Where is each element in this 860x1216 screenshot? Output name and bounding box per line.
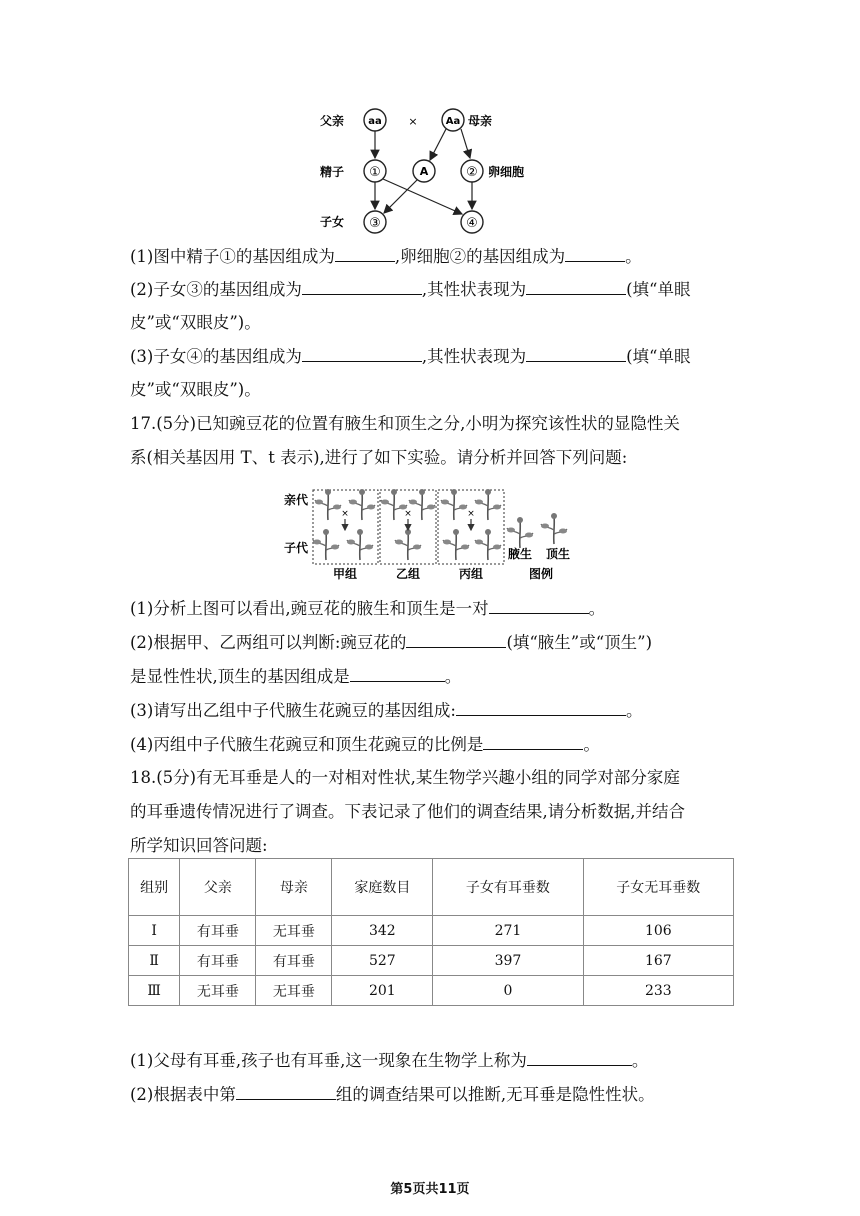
genetic-cross-diagram — [320, 100, 525, 240]
plant-icon — [315, 489, 341, 520]
q17-line-1: (1)分析上图可以看出,豌豆花的腋生和顶生是一对 。 — [130, 596, 605, 621]
table-header-row — [129, 859, 734, 916]
q18-intro-1: 18.(5分)有无耳垂是人的一对相对性状,某生物学兴趣小组的同学对部分家庭 — [130, 768, 680, 787]
answer-blank[interactable] — [406, 630, 506, 648]
answer-blank[interactable] — [526, 277, 626, 295]
parent-label: 亲代 — [284, 493, 309, 507]
q16-line-3: (3)子女④的基因组成为 ,其性状表现为 (填“单眼 — [130, 344, 691, 369]
legend-terminal-label: 顶生 — [546, 547, 571, 561]
table-header-cell: 家庭数目 — [332, 859, 433, 916]
egg-2: ② — [466, 165, 478, 180]
answer-blank[interactable] — [526, 344, 626, 362]
child-label: 子女 — [320, 215, 345, 229]
child-4: ④ — [466, 216, 478, 231]
q17-line-4: (4)丙组中子代腋生花豌豆和顶生花豌豆的比例是 。 — [130, 732, 600, 757]
answer-blank[interactable] — [527, 1048, 632, 1066]
q16-line-2: (2)子女③的基因组成为 ,其性状表现为 (填“单眼 — [130, 277, 691, 302]
table-cell: 397 — [433, 946, 583, 976]
plant-icon — [475, 489, 501, 520]
group-yi-label: 乙组 — [395, 567, 421, 581]
q18-intro-3: 所学知识回答问题: — [130, 836, 268, 855]
q16-line-2b: 皮”或“双眼皮”)。 — [130, 313, 261, 332]
plant-icon — [349, 489, 375, 520]
table-cell: 无耳垂 — [256, 976, 332, 1006]
cross-symbol: × — [467, 509, 475, 519]
table-cell: Ⅱ — [129, 946, 180, 976]
legend-title: 图例 — [528, 567, 554, 581]
answer-blank[interactable] — [302, 344, 422, 362]
group-bing-label: 丙组 — [458, 567, 484, 581]
gamete-a: A — [419, 165, 429, 178]
q17-line-2: (2)根据甲、乙两组可以判断:豌豆花的 (填“腋生”或“顶生”) — [130, 630, 652, 655]
table-cell: 有耳垂 — [256, 946, 332, 976]
plant-icon — [475, 529, 501, 560]
legend-axillary-label: 腋生 — [508, 547, 533, 561]
table-cell: Ⅰ — [129, 916, 180, 946]
q17-intro-1: 17.(5分)已知豌豆花的位置有腋生和顶生之分,小明为探究该性状的显隐性关 — [130, 414, 680, 433]
legend-axillary-icon — [507, 517, 533, 548]
plant-icon — [381, 489, 407, 520]
answer-blank[interactable] — [335, 244, 395, 262]
table-cell: 无耳垂 — [180, 976, 256, 1006]
table-header-cell: 子女有耳垂数 — [433, 859, 583, 916]
plant-icon — [347, 529, 373, 560]
table-cell: 有耳垂 — [180, 916, 256, 946]
q16-line-3b: 皮”或“双眼皮”)。 — [130, 380, 261, 399]
q17-line-2b: 是显性性状,顶生的基因组成是 。 — [130, 664, 461, 689]
table-header-cell: 父亲 — [180, 859, 256, 916]
group-jia-label: 甲组 — [332, 567, 358, 581]
child-3: ③ — [369, 216, 381, 231]
offspring-label: 子代 — [284, 541, 309, 555]
mother-genotype: Aa — [445, 116, 461, 127]
father-label: 父亲 — [320, 114, 345, 128]
answer-blank[interactable] — [350, 664, 445, 682]
plant-icon — [313, 529, 339, 560]
table-cell: Ⅲ — [129, 976, 180, 1006]
table-cell: 527 — [332, 946, 433, 976]
plant-icon — [443, 529, 469, 560]
table-cell: 无耳垂 — [256, 916, 332, 946]
answer-blank[interactable] — [489, 596, 589, 614]
answer-blank[interactable] — [565, 244, 625, 262]
table-cell: 0 — [433, 976, 583, 1006]
plant-icon — [409, 489, 435, 520]
page-footer: 第5页共11页 — [390, 1182, 470, 1197]
table-cell: 167 — [583, 946, 733, 976]
table-cell: 106 — [583, 916, 733, 946]
table-cell: 233 — [583, 976, 733, 1006]
table-cell: 271 — [433, 916, 583, 946]
cross-symbol: × — [341, 509, 349, 519]
answer-blank[interactable] — [483, 732, 583, 750]
table-row — [129, 946, 734, 976]
table-row — [129, 916, 734, 946]
answer-blank[interactable] — [236, 1082, 336, 1100]
cross-symbol: × — [404, 509, 412, 519]
earlobe-survey-table — [128, 858, 734, 1006]
plant-icon — [441, 489, 467, 520]
egg-label: 卵细胞 — [488, 165, 525, 179]
q17-intro-2: 系(相关基因用 T、t 表示),进行了如下实验。请分析并回答下列问题: — [130, 448, 628, 467]
q16-line-1: (1)图中精子①的基因组成为 ,卵细胞②的基因组成为 。 — [130, 244, 642, 269]
table-header-cell: 组别 — [129, 859, 180, 916]
table-cell: 有耳垂 — [180, 946, 256, 976]
table-row — [129, 976, 734, 1006]
table-header-cell: 子女无耳垂数 — [583, 859, 733, 916]
cross-symbol: × — [408, 115, 418, 128]
q18-line-1: (1)父母有耳垂,孩子也有耳垂,这一现象在生物学上称为 。 — [130, 1048, 648, 1073]
answer-blank[interactable] — [456, 698, 626, 716]
answer-blank[interactable] — [302, 277, 422, 295]
mother-label: 母亲 — [468, 114, 493, 128]
q17-line-3: (3)请写出乙组中子代腋生花豌豆的基因组成: 。 — [130, 698, 642, 723]
table-header-cell: 母亲 — [256, 859, 332, 916]
table-cell: 201 — [332, 976, 433, 1006]
q18-intro-2: 的耳垂遗传情况进行了调查。下表记录了他们的调查结果,请分析数据,并结合 — [130, 802, 685, 821]
pea-cross-diagram — [284, 486, 584, 582]
father-genotype: aa — [368, 116, 382, 127]
legend-terminal-icon — [541, 513, 567, 544]
sperm-label: 精子 — [320, 165, 345, 179]
table-cell: 342 — [332, 916, 433, 946]
plant-icon — [395, 529, 421, 560]
q18-line-2: (2)根据表中第 组的调查结果可以推断,无耳垂是隐性性状。 — [130, 1082, 655, 1107]
sperm-1: ① — [369, 165, 381, 180]
